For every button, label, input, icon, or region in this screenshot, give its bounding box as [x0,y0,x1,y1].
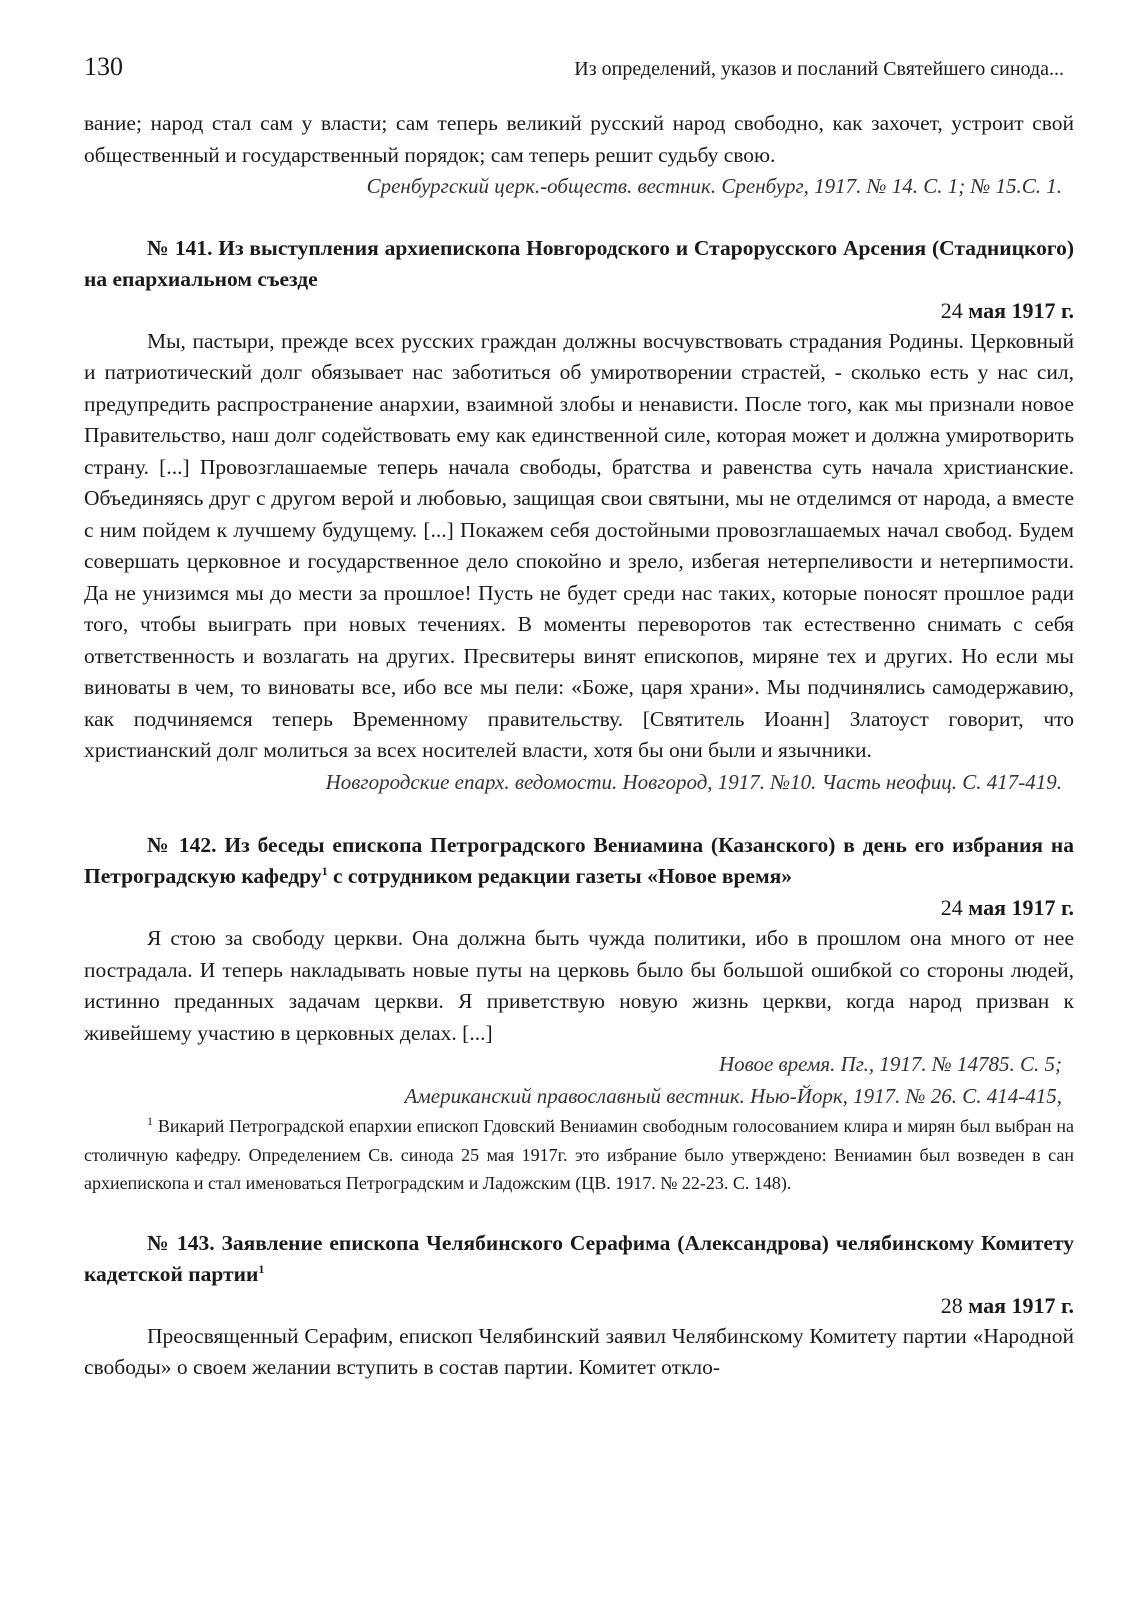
doc-142-heading-part2: с сотрудником редакции газеты «Новое время» [327,864,793,888]
doc-142-heading-part1: № 142. Из беседы епископа Петроградского Вениамина (Казанского) в день его избрания на Петроградскую кафедру [84,833,1074,888]
running-title: Из определений, указов и посланий Святейшего синода... [574,58,1064,80]
doc-141-date-day: 24 [940,297,963,323]
doc-142-source-citation-1: Новое время. Пг., 1917. № 14785. С. 5; [718,1052,1062,1076]
doc-141-date [84,295,1074,326]
doc-143-heading [84,1228,1074,1290]
document-143 [84,1228,1074,1384]
doc-141-date-month-year: мая 1917 г. [968,297,1074,323]
doc-142-paragraph: Я стою за свободу церкви. Она должна быть чужда политики, ибо в прошлом она много от нее пострадала. И теперь накладывать новые путы на церковь было бы большой ошибкой со стороны людей, истинно преданных задачам церкви. Я приветствую новую жизнь церкви, когда народ призван к живейшему участию в церковных делах. [...] [84,926,1074,1045]
footnote-ref-mark[interactable]: 1 [321,863,328,878]
running-header [84,52,1074,108]
document-page [84,52,1074,1384]
doc-142-heading [84,830,1074,892]
doc-143-date [84,1290,1074,1321]
doc-141-heading: № 141. Из выступления архиепископа Новгородского и Старорусского Арсения (Стадницкого) на епархиальном съезде [84,235,1074,291]
footnote-number: 1 [147,1114,153,1128]
doc-142-source-citation-2: Американский православный вестник. Нью-Йорк, 1917. № 26. С. 414-415, [404,1083,1062,1108]
doc-141-paragraph: Мы, пастыри, прежде всех русских граждан должны восчувствовать страдания Родины. Церковный и патриотический долг обязывает нас заботиться об умиротворении страстей, - сколько есть у нас сил, предупредить распространение анархии, взаимной злобы и ненависти. После того, как мы признали новое Правительство, наш долг содействовать ему как единственной силе, которая может и должна умиротворить страну. [...] Провозглашаемые теперь начала свободы, братства и равенства суть начала христианские. Объединяясь друг с другом верой и любовью, защищая свои святыни, мы не отделимся от народа, а вместе с ним пойдем к лучшему будущему. [...] Покажем себя достойными провозглашаемых начал свобод. Будем совершать церковное и государственное дело спокойно и зрело, избегая нетерпеливости и нетерпимости. Да не унизимся мы до мести за прошлое! Пусть не будет среди нас таких, которые поносят прошлое ради того, чтобы выиграть при новых течениях. В моменты переворотов так естественно снимать с себя ответственность и возлагать на других. Пресвитеры винят епископов, миряне тех и других. Но если мы виноваты в чем, то виноваты все, ибо все мы пели: «Боже, царя храни». Мы подчинялись самодержавию, как подчиняемся теперь Временному правительству. [Святитель Иоанн] Златоуст говорит, что христианский долг молиться за всех носителей власти, хотя бы они были и язычники. [84,328,1074,762]
intro-section [84,108,1074,203]
intro-source-citation: Сренбургский церк.-обществ. вестник. Сренбург, 1917. № 14. С. 1; № 15.С. 1. [366,174,1062,198]
footnote-text: Викарий Петроградской епархии епископ Гдовский Вениамин свободным голосованием клира и мирян был выбран на столичную кафедру. Определением Св. синода 25 мая 1917г. это избрание было утверждено: Вениамин был возведен в сан архиепископа и стал именоваться Петроградским и Ладожским (ЦВ. 1917. № 22-23. С. 148). [84,1116,1074,1193]
doc-142-footnote [84,1112,1074,1198]
doc-143-date-month-year: мая 1917 г. [968,1292,1074,1318]
document-141 [84,233,1074,799]
doc-142-date [84,892,1074,923]
doc-143-date-day: 28 [940,1292,963,1318]
doc-142-date-day: 24 [940,895,963,920]
footnote-ref-mark[interactable]: 1 [258,1261,265,1276]
document-142 [84,830,1074,1198]
intro-paragraph: вание; народ стал сам у власти; сам теперь великий русский народ свободно, как захочет, устроит свой общественный и государственный порядок; сам теперь решит судьбу свою. [84,111,1074,167]
doc-141-source-citation: Новгородские епарх. ведомости. Новгород, 1917. №10. Часть неофиц. С. 417-419. [325,769,1062,794]
doc-142-date-month-year: мая 1917 г. [968,895,1074,920]
doc-143-paragraph: Преосвященный Серафим, епископ Челябинский заявил Челябинскому Комитету партии «Народной свободы» о своем желании вступить в состав партии. Комитет откло- [84,1323,1074,1379]
page-number: 130 [84,52,123,81]
doc-143-heading-text: № 143. Заявление епископа Челябинского Серафима (Александрова) челябинскому Комитету кадетской партии [84,1230,1074,1286]
